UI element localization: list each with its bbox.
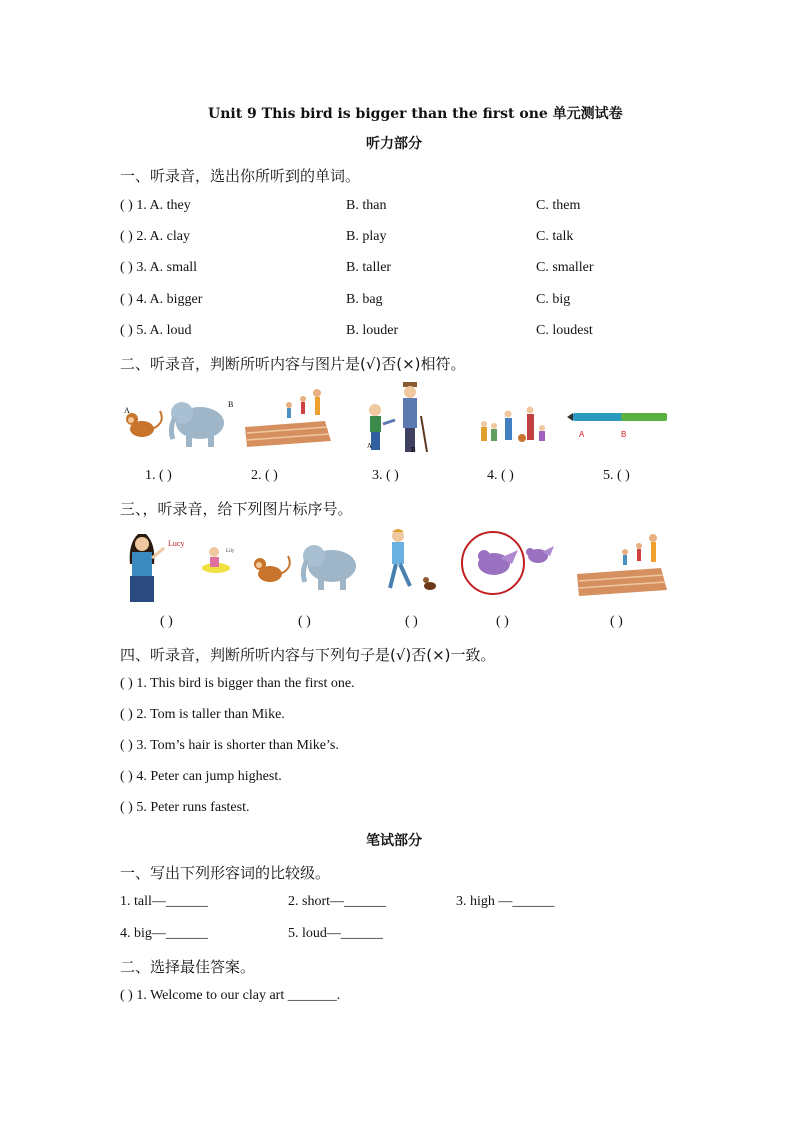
part4-item-2: ( ) 2. Tom is taller than Mike. xyxy=(120,707,285,722)
part6-item-1: ( ) 1. Welcome to our clay art _______. xyxy=(120,988,341,1003)
part2-answer-1[interactable]: 1. ( ) xyxy=(145,468,172,483)
part3-answer-3[interactable]: ( ) xyxy=(405,614,418,629)
page-title: Unit 9 This bird is bigger than the first one 单元测试卷 xyxy=(208,106,623,122)
part2-answer-5[interactable]: 5. ( ) xyxy=(603,468,630,483)
part5-item-3[interactable]: 3. high —______ xyxy=(456,894,555,909)
lily-label: Lily xyxy=(226,549,235,554)
part1-q3-c: C. smaller xyxy=(536,260,594,275)
kids-group-picture xyxy=(470,400,550,450)
part4-item-5: ( ) 5. Peter runs fastest. xyxy=(120,800,250,815)
part1-q1-c: C. them xyxy=(536,198,581,213)
teacher-lucy-picture xyxy=(118,528,248,604)
part2-heading: 二、听录音，判断所听内容与图片是(√)否(×)相符。 xyxy=(120,355,466,373)
runners-track-picture xyxy=(245,385,335,450)
part3-answer-4[interactable]: ( ) xyxy=(496,614,509,629)
pic5-label-a: A xyxy=(579,430,585,439)
boy-man-picture xyxy=(365,380,445,455)
part5-item-1[interactable]: 1. tall—______ xyxy=(120,894,208,909)
part1-q5-c: C. loudest xyxy=(536,323,593,338)
part3-answer-5[interactable]: ( ) xyxy=(610,614,623,629)
part1-q4-c: C. big xyxy=(536,292,571,307)
part6-heading: 二、选择最佳答案。 xyxy=(120,958,256,976)
monkey-elephant-picture-2 xyxy=(250,532,370,594)
lucy-label: Lucy xyxy=(168,539,185,548)
part4-heading: 四、听录音，判断所听内容与下列句子是(√)否(×)一致。 xyxy=(120,646,496,664)
part2-answer-4[interactable]: 4. ( ) xyxy=(487,468,514,483)
part1-q2-a: ( ) 2. A. clay xyxy=(120,229,190,244)
part1-q1-b: B. than xyxy=(346,198,387,213)
pens-picture xyxy=(565,405,675,445)
part5-heading: 一、写出下列形容词的比较级。 xyxy=(120,864,331,882)
part4-item-1: ( ) 1. This bird is bigger than the first one. xyxy=(120,676,355,691)
pic3-label-b: B xyxy=(411,446,416,454)
part4-item-3: ( ) 3. Tom’s hair is shorter than Mike’s. xyxy=(120,738,339,753)
birds-picture xyxy=(460,530,560,598)
part3-answer-2[interactable]: ( ) xyxy=(298,614,311,629)
part1-q2-c: C. talk xyxy=(536,229,574,244)
part1-q3-a: ( ) 3. A. small xyxy=(120,260,197,275)
part1-q1-a: ( ) 1. A. they xyxy=(120,198,191,213)
part1-q2-b: B. play xyxy=(346,229,387,244)
part1-heading: 一、听录音，选出你所听到的单词。 xyxy=(120,167,361,185)
runner-dog-picture xyxy=(380,528,450,598)
part5-item-2[interactable]: 2. short—______ xyxy=(288,894,386,909)
part1-q4-b: B. bag xyxy=(346,292,383,307)
part5-item-5[interactable]: 5. loud—______ xyxy=(288,926,383,941)
part1-q5-b: B. louder xyxy=(346,323,399,338)
listening-heading: 听力部分 xyxy=(366,136,422,152)
writing-heading: 笔试部分 xyxy=(366,833,422,849)
runners-track-picture-2 xyxy=(577,530,672,598)
pic-label-b: B xyxy=(228,400,234,409)
part5-item-4[interactable]: 4. big—______ xyxy=(120,926,208,941)
part4-item-4: ( ) 4. Peter can jump highest. xyxy=(120,769,282,784)
part2-answer-3[interactable]: 3. ( ) xyxy=(372,468,399,483)
part1-q4-a: ( ) 4. A. bigger xyxy=(120,292,203,307)
part3-heading: 三、，听录音，给下列图片标序号。 xyxy=(120,500,353,518)
monkey-elephant-picture xyxy=(120,385,240,450)
pic-label-a: A xyxy=(124,406,130,415)
part3-answer-1[interactable]: ( ) xyxy=(160,614,173,629)
part2-answer-2[interactable]: 2. ( ) xyxy=(251,468,278,483)
part1-q5-a: ( ) 5. A. loud xyxy=(120,323,192,338)
pic3-label-a: A xyxy=(367,442,373,450)
part1-q3-b: B. taller xyxy=(346,260,392,275)
pic5-label-b: B xyxy=(621,430,627,439)
